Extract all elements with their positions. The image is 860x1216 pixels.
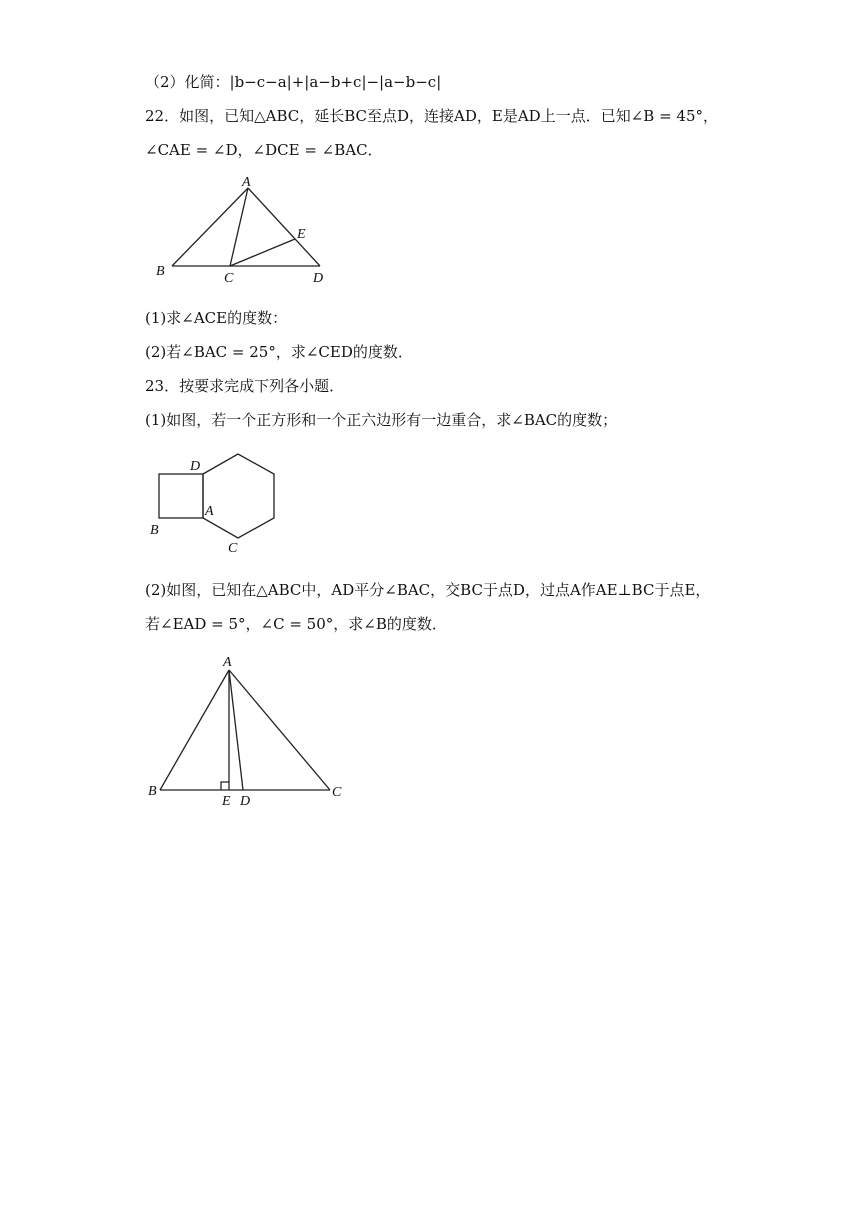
q23-hexagon [203,454,274,538]
q23-part1-text: (1)如图，若一个正方形和一个正六边形有一边重合，求∠BAC的度数； [145,411,618,429]
q23-fig2-label-C: C [332,785,342,800]
q22-label-C: C [224,271,234,286]
q22-label-B: B [156,264,165,279]
q23-triangle-figure [145,650,355,810]
q22-label-A: A [242,175,251,190]
q21-part2-text: （2）化简：|b−c−a|+|a−b+c|−|a−b−c| [145,73,442,91]
q22-segment-AC [230,188,248,266]
q22-part2-text: (2)若∠BAC = 25°，求∠CED的度数． [145,343,413,361]
q22-label-E: E [297,227,306,242]
q23-segment-AC [229,670,330,790]
q23-fig1-label-C: C [228,541,238,556]
q23-part2-line2: 若∠EAD = 5°，∠C = 50°，求∠B的度数． [145,615,447,633]
q23-fig1-label-A: A [205,504,214,519]
q22-segment-AB [172,188,248,266]
q22-triangle-figure [150,172,340,287]
q23-fig2-label-D: D [240,794,251,809]
q23-fig2-label-E: E [222,794,231,809]
q23-fig1-label-B: B [150,523,159,538]
q22-label-D: D [313,271,324,286]
q23-square [159,474,203,518]
q22-part1-text: (1)求∠ACE的度数： [145,309,288,327]
q23-part2-line1: (2)如图，已知在△ABC中，AD平分∠BAC，交BC于点D，过点A作AE⊥BC于点E， [145,581,711,599]
q23-fig2-label-B: B [148,784,157,799]
q23-fig1-label-D: D [190,459,201,474]
q23-segment-AB [160,670,229,790]
q23-right-angle-mark [221,782,229,790]
q23-fig2-label-A: A [223,655,232,670]
q22-statement-line1: 22．如图，已知△ABC，延长BC至点D，连接AD，E是AD上一点．已知∠B = 45°， [145,107,718,125]
q23-square-hexagon-figure [140,448,290,558]
q23-segment-AD [229,670,243,790]
q23-title: 23．按要求完成下列各小题． [145,377,345,395]
q22-segment-CE [230,239,295,266]
q22-statement-line2: ∠CAE = ∠D，∠DCE = ∠BAC． [145,141,383,159]
